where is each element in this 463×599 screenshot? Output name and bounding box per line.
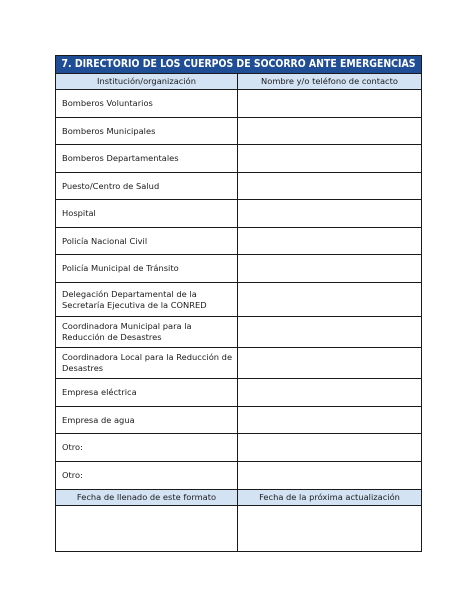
- contact-field[interactable]: [238, 173, 421, 199]
- form-title: 7. DIRECTORIO DE LOS CUERPOS DE SOCORRO ANTE EMERGENCIAS: [56, 56, 421, 74]
- table-row: [56, 255, 421, 283]
- institution-label: Policía Nacional Civil: [56, 228, 238, 254]
- table-row: [56, 200, 421, 228]
- institution-label: Bomberos Municipales: [56, 118, 238, 144]
- table-row: [56, 407, 421, 434]
- institution-label: Coordinadora Local para la Reducción de Desastres: [56, 348, 238, 378]
- contact-field[interactable]: [238, 200, 421, 227]
- contact-field[interactable]: [238, 228, 421, 254]
- next-update-field[interactable]: [238, 506, 421, 551]
- contact-field[interactable]: [238, 118, 421, 144]
- contact-field[interactable]: [238, 379, 421, 406]
- contact-field[interactable]: [238, 348, 421, 378]
- institution-label: Otro:: [56, 434, 238, 461]
- table-row: [56, 145, 421, 173]
- emergency-directory-form: [55, 55, 422, 552]
- institution-label: Delegación Departamental de la Secretaría Ejecutiva de la CONRED: [56, 283, 238, 316]
- institution-label: Bomberos Voluntarios: [56, 90, 238, 117]
- fill-date-field[interactable]: [56, 506, 238, 551]
- fill-date-header: Fecha de llenado de este formato: [56, 490, 238, 505]
- dates-header-row: [56, 490, 421, 506]
- contact-column-header: Nombre y/o teléfono de contacto: [261, 76, 398, 86]
- next-update-header: Fecha de la próxima actualización: [259, 492, 400, 502]
- institution-label: Otro:: [56, 462, 238, 489]
- table-row: [56, 173, 421, 200]
- contact-field[interactable]: [238, 317, 421, 347]
- table-row: [56, 462, 421, 490]
- table-row: [56, 348, 421, 379]
- table-row: [56, 283, 421, 317]
- table-row: [56, 228, 421, 255]
- institution-label: Puesto/Centro de Salud: [56, 173, 238, 199]
- institution-column-header: Institución/organización: [56, 74, 238, 89]
- table-row: [56, 379, 421, 407]
- contact-field[interactable]: [238, 462, 421, 489]
- contact-field[interactable]: [238, 407, 421, 433]
- table-row: [56, 90, 421, 118]
- institution-label: Bomberos Departamentales: [56, 145, 238, 172]
- institution-label: Hospital: [56, 200, 238, 227]
- institution-label: Empresa eléctrica: [56, 379, 238, 406]
- contact-field[interactable]: [238, 90, 421, 117]
- table-row: [56, 434, 421, 462]
- contact-field[interactable]: [238, 434, 421, 461]
- table-row: [56, 317, 421, 348]
- table-row: [56, 118, 421, 145]
- institution-label: Policía Municipal de Tránsito: [56, 255, 238, 282]
- contact-field[interactable]: [238, 145, 421, 172]
- table-header-row: [56, 74, 421, 90]
- institution-label: Coordinadora Municipal para la Reducción de Desastres: [56, 317, 238, 347]
- institution-label: Empresa de agua: [56, 407, 238, 433]
- dates-row: [56, 506, 421, 551]
- contact-field[interactable]: [238, 255, 421, 282]
- contact-field[interactable]: [238, 283, 421, 316]
